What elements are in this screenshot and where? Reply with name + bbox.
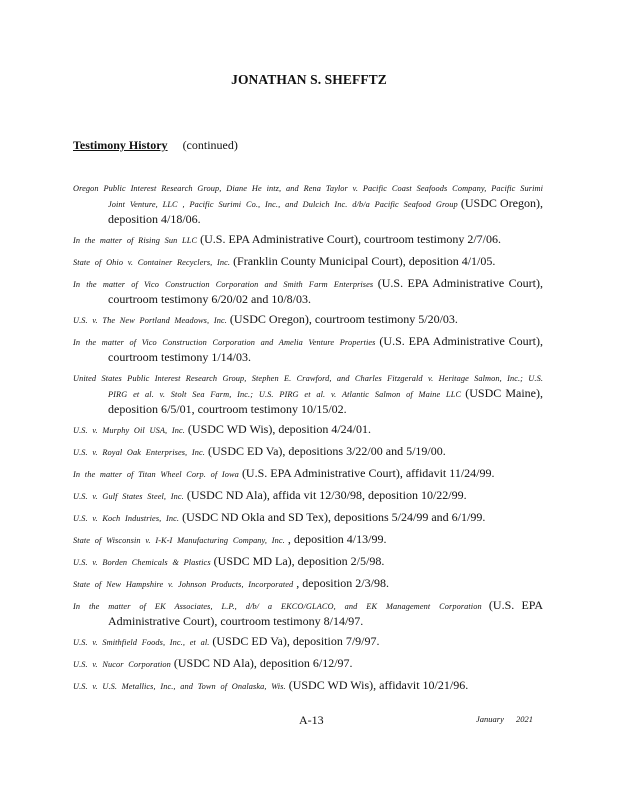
testimony-entry [73, 276, 543, 306]
case-detail: , deposition 2/3/98. [296, 576, 389, 590]
testimony-entry [73, 554, 543, 570]
testimony-entry [73, 488, 543, 504]
case-detail: (Franklin County Municipal Court), deposition 4/1/05. [233, 254, 496, 268]
case-name: U.S. v. The New Portland Meadows, Inc. [73, 316, 227, 325]
case-name: U.S. v. Murphy Oil USA, Inc. [73, 426, 185, 435]
testimony-entry [73, 598, 543, 628]
testimony-entry [73, 532, 543, 548]
case-name: In the matter of Vico Construction Corporation and Amelia Venture Properties [73, 338, 376, 347]
section-title: Testimony History [73, 138, 168, 152]
section-suffix: (continued) [182, 138, 238, 152]
testimony-entry [73, 510, 543, 526]
case-detail: (USDC ED Va), deposition 7/9/97. [212, 634, 380, 648]
case-name: In the matter of Vico Construction Corporation and Smith Farm Enterprises [73, 280, 374, 289]
page-title: JONATHAN S. SHEFFTZ [231, 72, 387, 87]
testimony-entry [73, 678, 543, 694]
case-name: U.S. v. Borden Chemicals & Plastics [73, 558, 211, 567]
section-heading [73, 138, 238, 153]
case-detail: (USDC Maine), deposition 6/5/01, courtroom testimony 10/15/02. [108, 386, 544, 416]
case-detail: (USDC Oregon), courtroom testimony 5/20/03. [229, 312, 458, 326]
case-detail: (USDC ED Va), depositions 3/22/00 and 5/19/00. [207, 444, 446, 458]
case-name: State of Ohio v. Container Recyclers, Inc. [73, 258, 231, 267]
case-detail: (U.S. EPA Administrative Court), courtroom testimony 6/20/02 and 10/8/03. [108, 276, 544, 306]
case-detail: (U.S. EPA Administrative Court), courtroom testimony 2/7/06. [200, 232, 502, 246]
testimony-entry [73, 370, 543, 416]
testimony-entry [73, 334, 543, 364]
case-detail: (U.S. EPA Administrative Court), courtroom testimony 8/14/97. [108, 598, 544, 628]
case-name: State of New Hampshire v. Johnson Products, Incorporated [73, 580, 294, 589]
case-name: U.S. v. U.S. Metallics, Inc., and Town of Onalaska, Wis. [73, 682, 286, 691]
testimony-entry [73, 422, 543, 438]
testimony-list [73, 180, 543, 700]
case-detail: (U.S. EPA Administrative Court), courtroom testimony 1/14/03. [108, 334, 544, 364]
case-detail: (USDC ND Ala), deposition 6/12/97. [173, 656, 353, 670]
page-number: A-13 [299, 713, 324, 727]
testimony-entry [73, 634, 543, 650]
case-name: U.S. v. Royal Oak Enterprises, Inc. [73, 448, 205, 457]
testimony-entry [73, 656, 543, 672]
case-name: U.S. v. Koch Industries, Inc. [73, 514, 180, 523]
footer-date: January 2021 [476, 714, 533, 724]
testimony-entry [73, 180, 543, 226]
testimony-entry [73, 312, 543, 328]
case-detail: (USDC Oregon), deposition 4/18/06. [108, 196, 543, 226]
case-detail: (USDC ND Okla and SD Tex), depositions 5/24/99 and 6/1/99. [182, 510, 486, 524]
case-detail: (U.S. EPA Administrative Court), affidavit 11/24/99. [241, 466, 495, 480]
case-name: In the matter of Titan Wheel Corp. of Iowa [73, 470, 239, 479]
testimony-entry [73, 444, 543, 460]
case-detail: (USDC WD Wis), deposition 4/24/01. [187, 422, 371, 436]
testimony-entry [73, 466, 543, 482]
case-name: State of Wisconsin v. I-K-I Manufacturing Company, Inc. [73, 536, 285, 545]
case-name: In the matter of EK Associates, L.P., d/b/ a EKCO/GLACO, and EK Management Corporation [73, 602, 482, 611]
case-name: United States Public Interest Research Group, Stephen E. Crawford, and Charles Fitzgerald v. Heritage Salmon, Inc.; U.S. PIRG et al. v. Stolt Sea Farm, Inc.; U.S. PIRG et al. v. Atlantic Salmon of Maine LLC [73, 374, 543, 399]
testimony-entry [73, 576, 543, 592]
case-name: U.S. v. Nucor Corporation [73, 660, 171, 669]
case-detail: (USDC WD Wis), affidavit 10/21/96. [288, 678, 469, 692]
case-name: In the matter of Rising Sun LLC [73, 236, 198, 245]
case-detail: , deposition 4/13/99. [287, 532, 387, 546]
case-name: Oregon Public Interest Research Group, Diane He intz, and Rena Taylor v. Pacific Coast Seafoods Company, Pacific Surimi Joint Venture, LLC , Pacific Surimi Co., Inc., and Dulcich Inc. d/b/a Pacific Seafood Group [73, 184, 543, 209]
testimony-entry [73, 254, 543, 270]
case-name: U.S. v. Smithfield Foods, Inc., et al. [73, 638, 210, 647]
case-detail: (USDC ND Ala), affida vit 12/30/98, deposition 10/22/99. [186, 488, 467, 502]
case-name: U.S. v. Gulf States Steel, Inc. [73, 492, 184, 501]
testimony-entry [73, 232, 543, 248]
case-detail: (USDC MD La), deposition 2/5/98. [213, 554, 385, 568]
